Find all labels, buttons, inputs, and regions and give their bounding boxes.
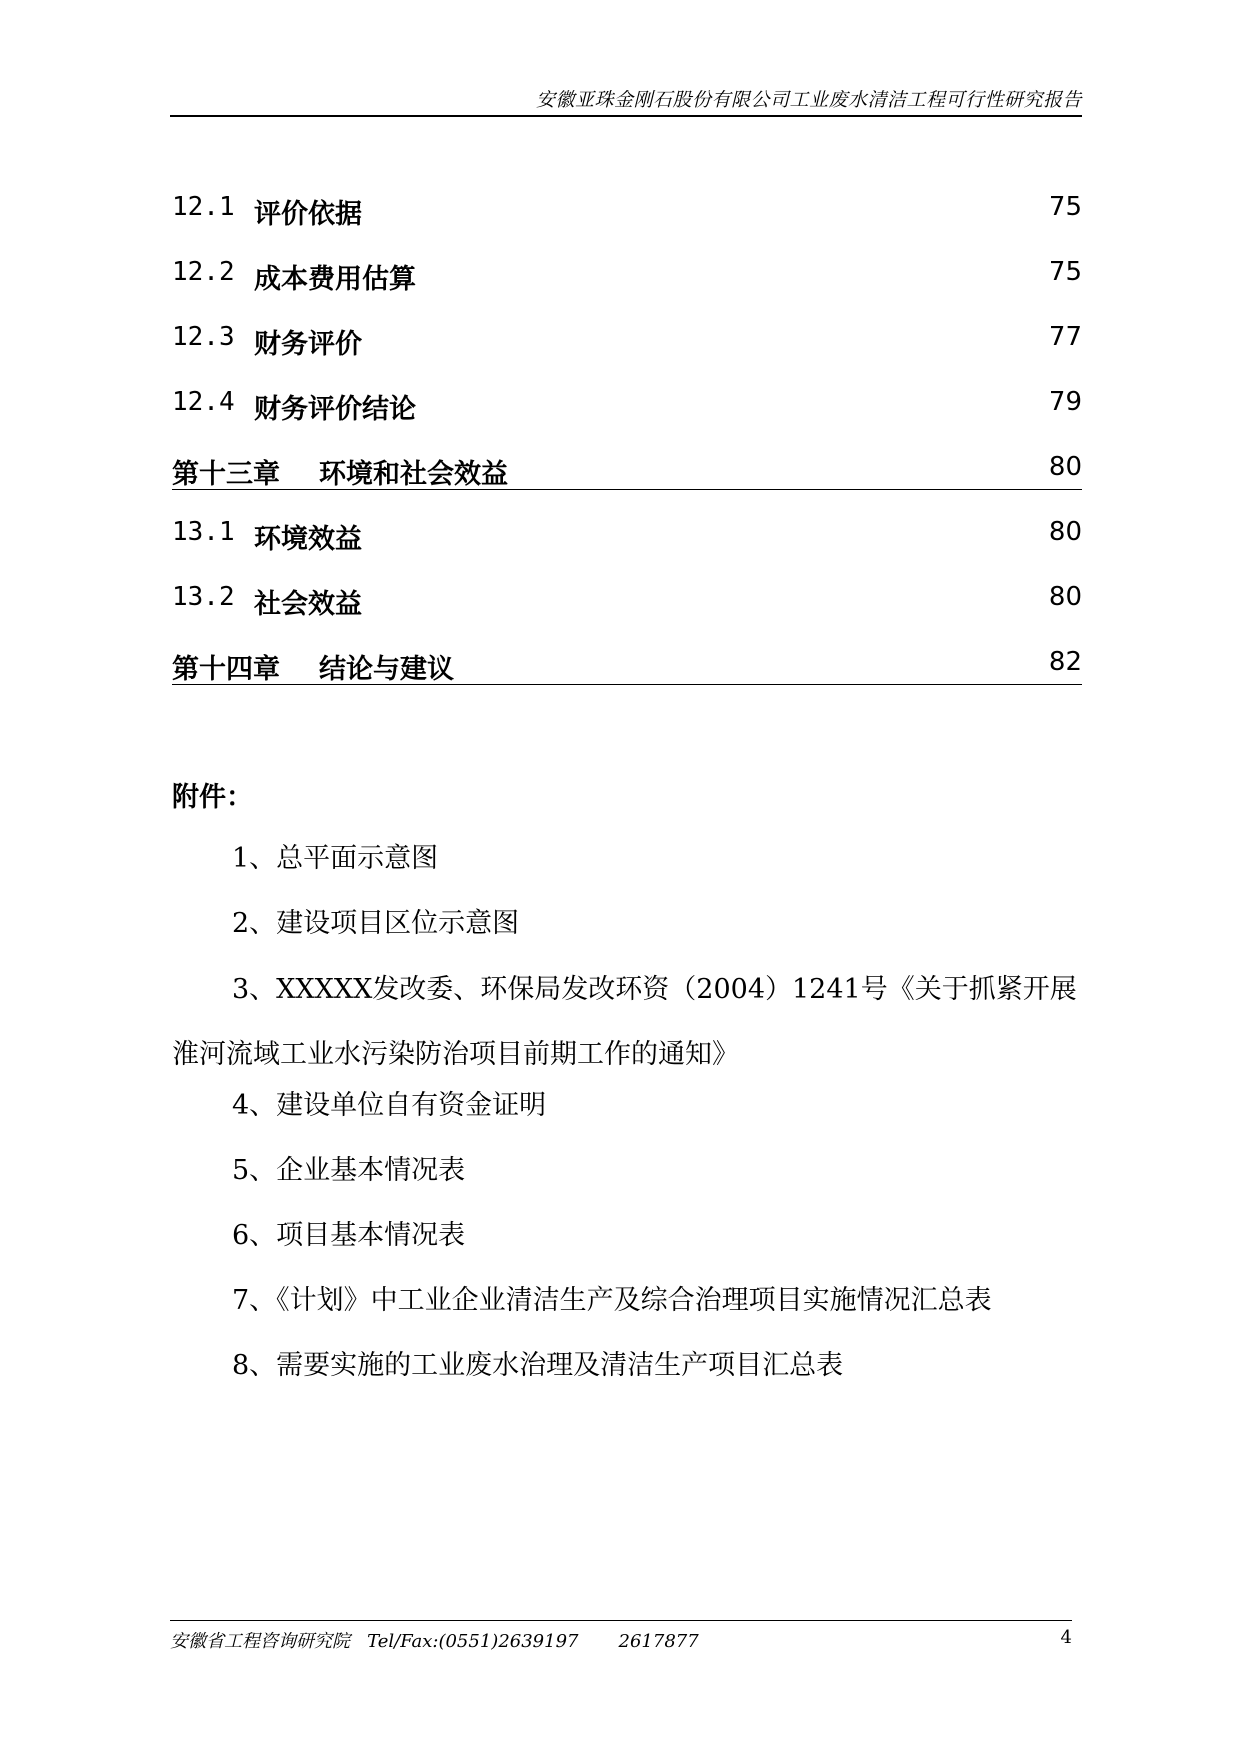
toc-entry-title: 成本费用估算 [254, 264, 416, 295]
footer-contact: 安徽省工程咨询研究院 Tel/Fax:(0551)2639197 2617877 [170, 1631, 699, 1652]
page-footer [170, 1620, 1072, 1652]
page-header [170, 85, 1082, 117]
toc-entry-page: 79 [1048, 387, 1082, 417]
toc-chapter-title: 结论与建议 [319, 654, 454, 685]
toc-entry-number: 13.2 [172, 582, 235, 612]
toc-entry-page: 75 [1048, 257, 1082, 287]
page-number: 4 [1060, 1627, 1072, 1648]
toc-entry[interactable] [172, 255, 1082, 320]
toc-entry-number: 13.1 [172, 517, 235, 547]
toc-entry-page: 80 [1048, 582, 1082, 612]
attachment-item: 7、《计划》中工业企业清洁生产及综合治理项目实施情况汇总表 [232, 1285, 992, 1316]
attachments-label: 附件： [172, 782, 253, 813]
toc-entry[interactable] [172, 385, 1082, 450]
attachments-section [172, 775, 1082, 1412]
toc-entry-page: 75 [1048, 192, 1082, 222]
toc-entry-title: 财务评价结论 [254, 394, 416, 425]
toc-chapter-page: 80 [1048, 452, 1082, 482]
toc-entry[interactable] [172, 515, 1082, 580]
toc-entry-number: 12.4 [172, 387, 235, 417]
toc-entry[interactable] [172, 190, 1082, 255]
toc-entry-title: 评价依据 [254, 199, 362, 230]
toc-entry-number: 12.1 [172, 192, 235, 222]
header-title: 安徽亚珠金刚石股份有限公司工业废水清洁工程可行性研究报告 [535, 89, 1082, 111]
attachment-item: 1、总平面示意图 [232, 843, 439, 874]
toc-entry-title: 环境效益 [254, 524, 362, 555]
attachment-item: 6、项目基本情况表 [232, 1220, 466, 1251]
toc-chapter-number: 第十四章 [172, 654, 280, 685]
attachment-item: 2、建设项目区位示意图 [232, 908, 520, 939]
toc-entry-page: 80 [1048, 517, 1082, 547]
toc-entry-page: 77 [1048, 322, 1082, 352]
toc-entry[interactable] [172, 580, 1082, 645]
table-of-contents [172, 190, 1082, 710]
toc-entry-number: 12.2 [172, 257, 235, 287]
attachment-item: 4、建设单位自有资金证明 [232, 1090, 547, 1121]
toc-chapter-page: 82 [1048, 647, 1082, 677]
toc-entry-title: 社会效益 [254, 589, 362, 620]
toc-entry-number: 12.3 [172, 322, 235, 352]
attachment-item: 5、企业基本情况表 [232, 1155, 466, 1186]
toc-chapter-entry[interactable] [172, 450, 1082, 515]
toc-chapter-title: 环境和社会效益 [319, 459, 508, 490]
toc-chapter-entry[interactable] [172, 645, 1082, 710]
toc-entry[interactable] [172, 320, 1082, 385]
toc-chapter-underline [172, 489, 1082, 490]
attachment-item: 8、需要实施的工业废水治理及清洁生产项目汇总表 [232, 1350, 844, 1381]
toc-chapter-underline [172, 684, 1082, 685]
toc-chapter-number: 第十三章 [172, 459, 280, 490]
attachment-item: 3、XXXXX发改委、环保局发改环资（2004）1241号《关于抓紧开展淮河流域工业水污染防治项目前期工作的通知》 [172, 974, 1077, 1070]
toc-entry-title: 财务评价 [254, 329, 362, 360]
